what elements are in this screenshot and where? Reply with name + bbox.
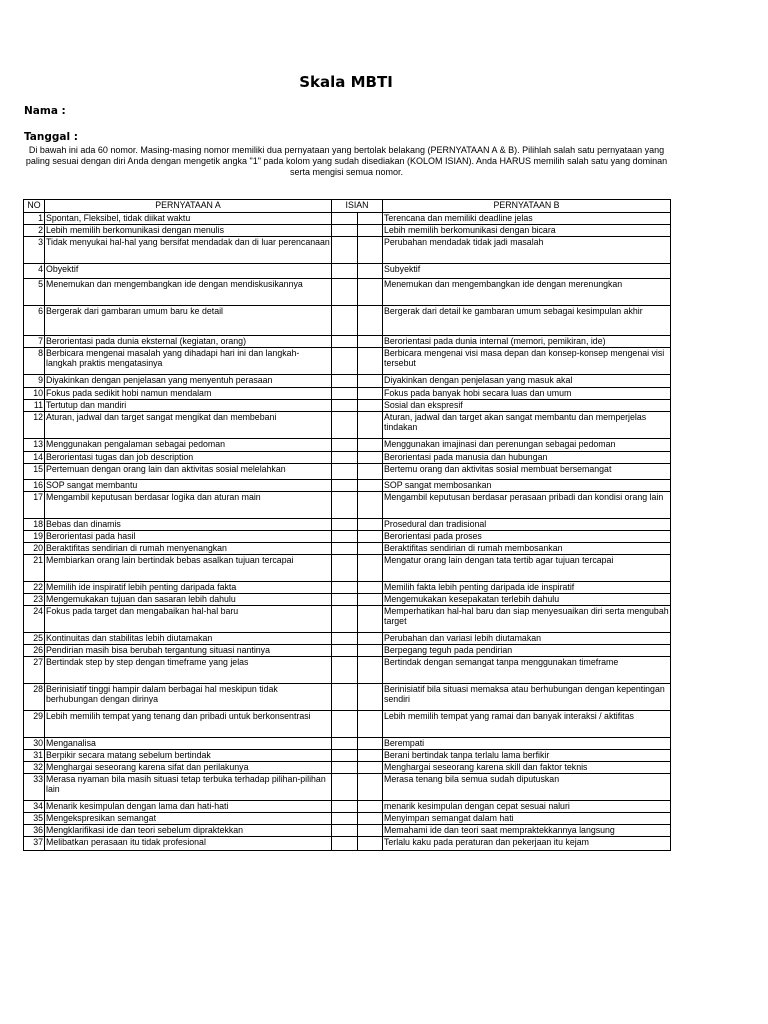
isian-a-input[interactable]	[332, 555, 358, 582]
isian-a-input[interactable]	[332, 464, 358, 480]
row-number: 10	[24, 388, 45, 400]
row-number: 33	[24, 774, 45, 801]
pernyataan-a-cell: Berpikir secara matang sebelum bertindak	[45, 750, 332, 762]
row-number: 31	[24, 750, 45, 762]
header-isian: ISIAN	[332, 200, 383, 213]
pernyataan-b-cell: Mengemukakan kesepakatan terlebih dahulu	[383, 594, 671, 606]
isian-a-input[interactable]	[332, 657, 358, 684]
isian-a-input[interactable]	[332, 606, 358, 633]
pernyataan-a-cell: Bergerak dari gambaran umum baru ke detail	[45, 306, 332, 336]
isian-b-input[interactable]	[358, 348, 383, 375]
isian-b-input[interactable]	[358, 213, 383, 225]
isian-a-input[interactable]	[332, 531, 358, 543]
row-number: 34	[24, 801, 45, 813]
pernyataan-b-cell: Berorientasi pada dunia internal (memori, pemikiran, ide)	[383, 336, 671, 348]
pernyataan-a-cell: Berorientasi pada dunia eksternal (kegiatan, orang)	[45, 336, 332, 348]
isian-a-input[interactable]	[332, 762, 358, 774]
table-row	[24, 225, 671, 237]
isian-b-input[interactable]	[358, 684, 383, 711]
isian-b-input[interactable]	[358, 279, 383, 306]
isian-a-input[interactable]	[332, 519, 358, 531]
pernyataan-b-cell: Terencana dan memiliki deadline jelas	[383, 213, 671, 225]
header-row	[24, 200, 671, 213]
isian-a-input[interactable]	[332, 306, 358, 336]
pernyataan-a-cell: Diyakinkan dengan penjelasan yang menyentuh perasaan	[45, 375, 332, 388]
mbti-table	[23, 199, 671, 851]
isian-a-input[interactable]	[332, 750, 358, 762]
table-row	[24, 213, 671, 225]
row-number: 16	[24, 480, 45, 492]
isian-b-input[interactable]	[358, 543, 383, 555]
isian-a-input[interactable]	[332, 825, 358, 837]
table-row	[24, 738, 671, 750]
pernyataan-a-cell: Merasa nyaman bila masih situasi tetap terbuka terhadap pilihan-pilihan lain	[45, 774, 332, 801]
pernyataan-a-cell: Obyektif	[45, 264, 332, 279]
table-row	[24, 711, 671, 738]
table-row	[24, 306, 671, 336]
row-number: 30	[24, 738, 45, 750]
table-row	[24, 762, 671, 774]
table-row	[24, 480, 671, 492]
isian-b-input[interactable]	[358, 555, 383, 582]
pernyataan-a-cell: Mengekspresikan semangat	[45, 813, 332, 825]
pernyataan-a-cell: Melibatkan perasaan itu tidak profesional	[45, 837, 332, 851]
table-row	[24, 348, 671, 375]
isian-b-input[interactable]	[358, 336, 383, 348]
tanggal-label: Tanggal :	[24, 131, 78, 143]
pernyataan-b-cell: Memperhatikan hal-hal baru dan siap menyesuaikan diri serta mengubah target	[383, 606, 671, 633]
header-no: NO	[24, 200, 45, 213]
table-row	[24, 464, 671, 480]
pernyataan-b-cell: Fokus pada banyak hobi secara luas dan umum	[383, 388, 671, 400]
header-pernyataan-b: PERNYATAAN B	[383, 200, 671, 213]
isian-a-input[interactable]	[332, 237, 358, 264]
pernyataan-a-cell: Tidak menyukai hal-hal yang bersifat mendadak dan di luar perencanaan	[45, 237, 332, 264]
pernyataan-b-cell: Bergerak dari detail ke gambaran umum sebagai kesimpulan akhir	[383, 306, 671, 336]
row-number: 5	[24, 279, 45, 306]
row-number: 27	[24, 657, 45, 684]
pernyataan-a-cell: Menarik kesimpulan dengan lama dan hati-hati	[45, 801, 332, 813]
table-row	[24, 237, 671, 264]
pernyataan-b-cell: menarik kesimpulan dengan cepat sesuai naluri	[383, 801, 671, 813]
table-row	[24, 633, 671, 645]
instructions: Di bawah ini ada 60 nomor. Masing-masing nomor memiliki dua pernyataan yang bertolak belakang (PERNYATAAN A & B). Pilihlah salah satu pernyataan yang paling sesuai dengan diri Anda dengan mengetik angka "1" pada kolom yang sudah disediakan (KOLOM ISIAN). Anda HARUS memilih salah satu yang dominan serta mengisi semua nomor.	[25, 145, 668, 177]
isian-b-input[interactable]	[358, 439, 383, 452]
row-number: 35	[24, 813, 45, 825]
pernyataan-b-cell: Berani bertindak tanpa terlalu lama berfikir	[383, 750, 671, 762]
isian-b-input[interactable]	[358, 750, 383, 762]
isian-b-input[interactable]	[358, 375, 383, 388]
pernyataan-b-cell: Menghargai seseorang karena skill dan faktor teknis	[383, 762, 671, 774]
isian-b-input[interactable]	[358, 606, 383, 633]
table-row	[24, 837, 671, 851]
isian-a-input[interactable]	[332, 213, 358, 225]
isian-a-input[interactable]	[332, 348, 358, 375]
isian-b-input[interactable]	[358, 774, 383, 801]
row-number: 24	[24, 606, 45, 633]
table-row	[24, 813, 671, 825]
row-number: 8	[24, 348, 45, 375]
row-number: 20	[24, 543, 45, 555]
isian-b-input[interactable]	[358, 225, 383, 237]
isian-a-input[interactable]	[332, 492, 358, 519]
pernyataan-b-cell: Menggunakan imajinasi dan perenungan sebagai pedoman	[383, 439, 671, 452]
table-row	[24, 388, 671, 400]
pernyataan-a-cell: Menemukan dan mengembangkan ide dengan mendiskusikannya	[45, 279, 332, 306]
isian-b-input[interactable]	[358, 480, 383, 492]
row-number: 32	[24, 762, 45, 774]
pernyataan-a-cell: Lebih memilih tempat yang tenang dan pribadi untuk berkonsentrasi	[45, 711, 332, 738]
pernyataan-a-cell: Lebih memilih berkomunikasi dengan menulis	[45, 225, 332, 237]
table-row	[24, 264, 671, 279]
pernyataan-b-cell: Berbicara mengenai visi masa depan dan konsep-konsep mengenai visi tersebut	[383, 348, 671, 375]
pernyataan-b-cell: Berempati	[383, 738, 671, 750]
table-row	[24, 684, 671, 711]
pernyataan-a-cell: Berorientasi pada hasil	[45, 531, 332, 543]
row-number: 37	[24, 837, 45, 851]
row-number: 36	[24, 825, 45, 837]
table-row	[24, 543, 671, 555]
pernyataan-a-cell: SOP sangat membantu	[45, 480, 332, 492]
table-row	[24, 439, 671, 452]
table-row	[24, 594, 671, 606]
isian-a-input[interactable]	[332, 711, 358, 738]
row-number: 12	[24, 412, 45, 439]
table-row	[24, 452, 671, 464]
pernyataan-a-cell: Pertemuan dengan orang lain dan aktivitas sosial melelahkan	[45, 464, 332, 480]
isian-b-input[interactable]	[358, 519, 383, 531]
isian-a-input[interactable]	[332, 279, 358, 306]
isian-a-input[interactable]	[332, 594, 358, 606]
isian-a-input[interactable]	[332, 225, 358, 237]
isian-a-input[interactable]	[332, 684, 358, 711]
isian-b-input[interactable]	[358, 531, 383, 543]
pernyataan-a-cell: Mengklarifikasi ide dan teori sebelum dipraktekkan	[45, 825, 332, 837]
pernyataan-a-cell: Beraktifitas sendirian di rumah menyenangkan	[45, 543, 332, 555]
row-number: 17	[24, 492, 45, 519]
pernyataan-b-cell: Lebih memilih berkomunikasi dengan bicara	[383, 225, 671, 237]
pernyataan-b-cell: Bertindak dengan semangat tanpa menggunakan timeframe	[383, 657, 671, 684]
pernyataan-b-cell: SOP sangat membosankan	[383, 480, 671, 492]
pernyataan-a-cell: Mengambil keputusan berdasar logika dan aturan main	[45, 492, 332, 519]
isian-b-input[interactable]	[358, 657, 383, 684]
isian-a-input[interactable]	[332, 582, 358, 594]
pernyataan-a-cell: Aturan, jadwal dan target sangat mengikat dan membebani	[45, 412, 332, 439]
pernyataan-a-cell: Menggunakan pengalaman sebagai pedoman	[45, 439, 332, 452]
isian-a-input[interactable]	[332, 738, 358, 750]
pernyataan-b-cell: Terlalu kaku pada peraturan dan pekerjaan itu kejam	[383, 837, 671, 851]
row-number: 18	[24, 519, 45, 531]
isian-a-input[interactable]	[332, 264, 358, 279]
table-row	[24, 336, 671, 348]
isian-b-input[interactable]	[358, 452, 383, 464]
row-number: 7	[24, 336, 45, 348]
pernyataan-b-cell: Menemukan dan mengembangkan ide dengan merenungkan	[383, 279, 671, 306]
row-number: 22	[24, 582, 45, 594]
row-number: 26	[24, 645, 45, 657]
isian-a-input[interactable]	[332, 633, 358, 645]
pernyataan-a-cell: Menghargai seseorang karena sifat dan perilakunya	[45, 762, 332, 774]
row-number: 9	[24, 375, 45, 388]
isian-a-input[interactable]	[332, 439, 358, 452]
isian-a-input[interactable]	[332, 336, 358, 348]
isian-b-input[interactable]	[358, 464, 383, 480]
isian-b-input[interactable]	[358, 813, 383, 825]
isian-b-input[interactable]	[358, 388, 383, 400]
table-row	[24, 400, 671, 412]
pernyataan-b-cell: Mengambil keputusan berdasar perasaan pribadi dan kondisi orang lain	[383, 492, 671, 519]
pernyataan-a-cell: Berbicara mengenai masalah yang dihadapi hari ini dan langkah-langkah praktis mengatasinya	[45, 348, 332, 375]
table-row	[24, 412, 671, 439]
isian-a-input[interactable]	[332, 774, 358, 801]
isian-b-input[interactable]	[358, 633, 383, 645]
pernyataan-b-cell: Memahami ide dan teori saat mempraktekkannya langsung	[383, 825, 671, 837]
row-number: 11	[24, 400, 45, 412]
row-number: 6	[24, 306, 45, 336]
table-row	[24, 606, 671, 633]
isian-b-input[interactable]	[358, 837, 383, 851]
isian-b-input[interactable]	[358, 594, 383, 606]
isian-b-input[interactable]	[358, 711, 383, 738]
pernyataan-b-cell: Diyakinkan dengan penjelasan yang masuk akal	[383, 375, 671, 388]
row-number: 4	[24, 264, 45, 279]
table-row	[24, 375, 671, 388]
pernyataan-b-cell: Perubahan dan variasi lebih diutamakan	[383, 633, 671, 645]
isian-a-input[interactable]	[332, 813, 358, 825]
isian-a-input[interactable]	[332, 452, 358, 464]
pernyataan-a-cell: Berorientasi tugas dan job description	[45, 452, 332, 464]
pernyataan-a-cell: Membiarkan orang lain bertindak bebas asalkan tujuan tercapai	[45, 555, 332, 582]
pernyataan-a-cell: Menganalisa	[45, 738, 332, 750]
table-row	[24, 657, 671, 684]
isian-b-input[interactable]	[358, 237, 383, 264]
pernyataan-b-cell: Beraktifitas sendirian di rumah membosankan	[383, 543, 671, 555]
row-number: 29	[24, 711, 45, 738]
pernyataan-b-cell: Aturan, jadwal dan target akan sangat membantu dan memperjelas tindakan	[383, 412, 671, 439]
row-number: 21	[24, 555, 45, 582]
pernyataan-b-cell: Merasa tenang bila semua sudah diputuskan	[383, 774, 671, 801]
pernyataan-b-cell: Berorientasi pada proses	[383, 531, 671, 543]
isian-b-input[interactable]	[358, 582, 383, 594]
table-row	[24, 750, 671, 762]
pernyataan-b-cell: Menyimpan semangat dalam hati	[383, 813, 671, 825]
pernyataan-b-cell: Berinisiatif bila situasi memaksa atau berhubungan dengan kepentingan sendiri	[383, 684, 671, 711]
isian-a-input[interactable]	[332, 801, 358, 813]
isian-b-input[interactable]	[358, 306, 383, 336]
table-row	[24, 531, 671, 543]
isian-b-input[interactable]	[358, 645, 383, 657]
row-number: 13	[24, 439, 45, 452]
isian-b-input[interactable]	[358, 825, 383, 837]
pernyataan-b-cell: Lebih memilih tempat yang ramai dan banyak interaksi / aktifitas	[383, 711, 671, 738]
table-row	[24, 519, 671, 531]
pernyataan-b-cell: Memilih fakta lebih penting daripada ide inspiratif	[383, 582, 671, 594]
table-row	[24, 774, 671, 801]
row-number: 1	[24, 213, 45, 225]
isian-b-input[interactable]	[358, 412, 383, 439]
table-row	[24, 492, 671, 519]
pernyataan-b-cell: Bertemu orang dan aktivitas sosial membuat bersemangat	[383, 464, 671, 480]
isian-b-input[interactable]	[358, 264, 383, 279]
pernyataan-b-cell: Mengatur orang lain dengan tata tertib agar tujuan tercapai	[383, 555, 671, 582]
isian-b-input[interactable]	[358, 492, 383, 519]
pernyataan-a-cell: Tertutup dan mandiri	[45, 400, 332, 412]
pernyataan-a-cell: Memilih ide inspiratif lebih penting daripada fakta	[45, 582, 332, 594]
table-row	[24, 582, 671, 594]
pernyataan-a-cell: Fokus pada sedikit hobi namun mendalam	[45, 388, 332, 400]
pernyataan-a-cell: Berinisiatif tinggi hampir dalam berbagai hal meskipun tidak berhubungan dengan dirinya	[45, 684, 332, 711]
pernyataan-a-cell: Mengemukakan tujuan dan sasaran lebih dahulu	[45, 594, 332, 606]
isian-a-input[interactable]	[332, 388, 358, 400]
pernyataan-b-cell: Perubahan mendadak tidak jadi masalah	[383, 237, 671, 264]
isian-a-input[interactable]	[332, 837, 358, 851]
row-number: 19	[24, 531, 45, 543]
document-title: Skala MBTI	[299, 73, 393, 91]
pernyataan-b-cell: Sosial dan ekspresif	[383, 400, 671, 412]
isian-b-input[interactable]	[358, 738, 383, 750]
pernyataan-a-cell: Bertindak step by step dengan timeframe yang jelas	[45, 657, 332, 684]
isian-a-input[interactable]	[332, 645, 358, 657]
table-row	[24, 825, 671, 837]
header-pernyataan-a: PERNYATAAN A	[45, 200, 332, 213]
isian-a-input[interactable]	[332, 375, 358, 388]
table-row	[24, 279, 671, 306]
table-row	[24, 801, 671, 813]
pernyataan-a-cell: Bebas dan dinamis	[45, 519, 332, 531]
row-number: 23	[24, 594, 45, 606]
table-row	[24, 645, 671, 657]
isian-b-input[interactable]	[358, 762, 383, 774]
row-number: 25	[24, 633, 45, 645]
pernyataan-b-cell: Subyektif	[383, 264, 671, 279]
nama-label: Nama :	[24, 105, 66, 117]
pernyataan-a-cell: Fokus pada target dan mengabaikan hal-hal baru	[45, 606, 332, 633]
row-number: 14	[24, 452, 45, 464]
isian-a-input[interactable]	[332, 412, 358, 439]
row-number: 3	[24, 237, 45, 264]
row-number: 2	[24, 225, 45, 237]
table-row	[24, 555, 671, 582]
pernyataan-a-cell: Spontan, Fleksibel, tidak diikat waktu	[45, 213, 332, 225]
pernyataan-b-cell: Berpegang teguh pada pendirian	[383, 645, 671, 657]
row-number: 28	[24, 684, 45, 711]
row-number: 15	[24, 464, 45, 480]
isian-b-input[interactable]	[358, 801, 383, 813]
pernyataan-b-cell: Prosedural dan tradisional	[383, 519, 671, 531]
isian-a-input[interactable]	[332, 543, 358, 555]
isian-a-input[interactable]	[332, 400, 358, 412]
pernyataan-a-cell: Kontinuitas dan stabilitas lebih diutamakan	[45, 633, 332, 645]
isian-a-input[interactable]	[332, 480, 358, 492]
pernyataan-b-cell: Berorientasi pada manusia dan hubungan	[383, 452, 671, 464]
pernyataan-a-cell: Pendirian masih bisa berubah tergantung situasi nantinya	[45, 645, 332, 657]
isian-b-input[interactable]	[358, 400, 383, 412]
